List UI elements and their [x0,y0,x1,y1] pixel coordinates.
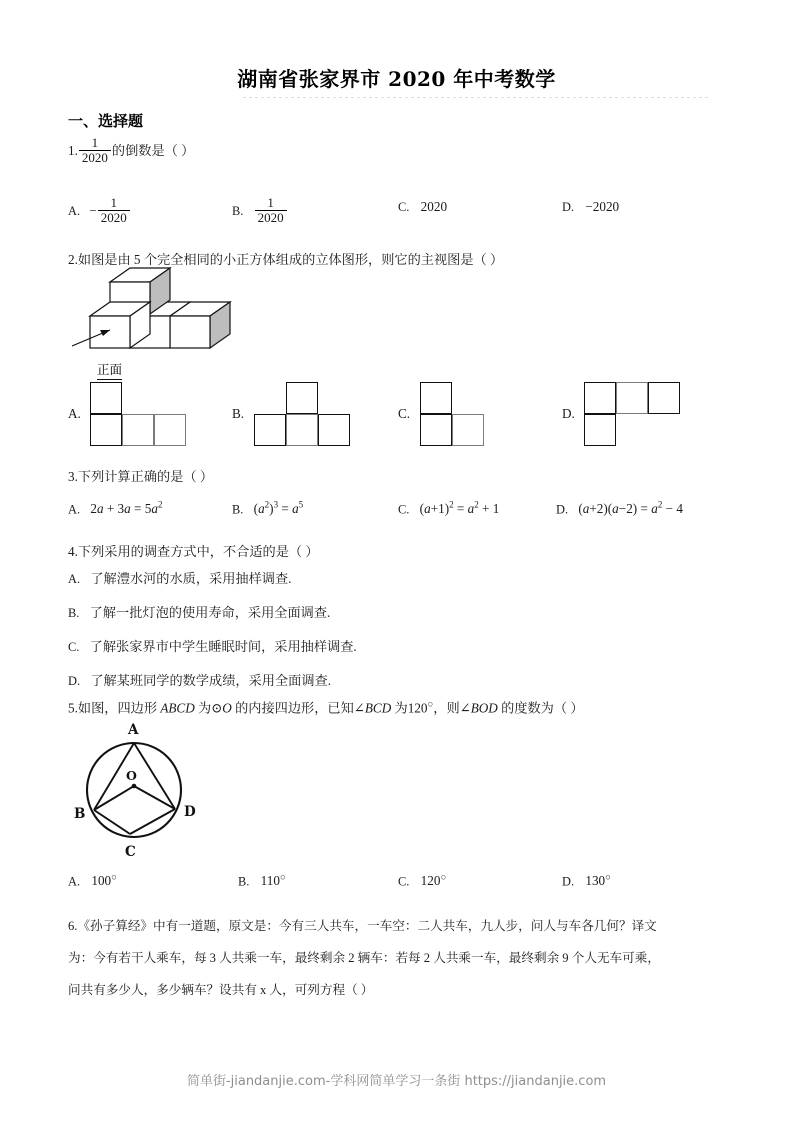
page-title: 湖南省张家界市 2020 年中考数学 [237,67,556,91]
q2-option-a-label[interactable]: A. [68,406,81,421]
q2-option-c-label[interactable]: C. [398,406,411,421]
q1-option-d[interactable]: D. −2020 [562,199,620,214]
q5-option-c[interactable]: C. 120○ [398,873,447,889]
q1-number: 1. [68,143,78,158]
front-face-label: 正面 [97,360,122,380]
q3-option-c[interactable]: C. $(a+1)^2 = a^2 + 1$ [398,500,500,517]
q4-option-c[interactable]: C. 了解张家界市中学生睡眠时间，采用抽样调查. [68,639,357,654]
q1-stem-text: 的倒数是（ ） [111,143,195,158]
svg-text:B: B [74,806,86,822]
header-divider [243,97,711,98]
cube-solid-figure [72,266,237,366]
question-1-stem [68,136,194,166]
q4-option-d[interactable]: D. 了解某班同学的数学成绩，采用全面调查. [68,673,332,688]
q1-fraction: $\frac{1}{2020}$ [79,136,111,164]
q3-option-d[interactable]: D. $(a+2)(a-2) = a^2 - 4$ [556,500,683,517]
section-heading: 一、选择题 [68,112,144,130]
q2-option-d-label[interactable]: D. [562,406,575,421]
question-6-line-3: 问共有多少人，多少辆车？设共有 x 人，可列方程（ ） [68,983,374,997]
center-point [132,784,137,789]
q2-option-c-shape[interactable] [420,382,498,446]
question-2-stem: 2.如图是由 5 个完全相同的小正方体组成的立体图形，则它的主视图是（ ） [68,252,504,267]
footer-watermark: 简单街-jiandanjie.com-学科网简单学习一条街 https://jiandanjie.com [186,1074,607,1089]
q2-option-a-shape[interactable] [90,382,200,446]
svg-text:A: A [128,722,139,738]
q4-option-a[interactable]: A. 了解澧水河的水质，采用抽样调查. [68,571,292,586]
question-6-line-1: 6.《孙子算经》中有一道题，原文是：今有三人共车，一车空：二人共车，九人步，问人与车各几何？译文 [68,919,657,933]
q1-option-a[interactable]: A. − $\frac{1}{2020}$ [68,196,131,224]
q2-option-d-shape[interactable] [584,382,694,446]
svg-text:D: D [184,804,196,820]
inscribed-quadrilateral-figure [72,712,222,860]
q5-option-a[interactable]: A. 100○ [68,873,117,889]
question-3-stem: 3.下列计算正确的是（ ） [68,469,214,484]
question-5-stem: 5.如图，四边形 ABCD 为⊙O 的内接四边形，已知∠BCD 为120○，则∠BOD 的度数为（ ） [68,700,584,716]
svg-text:O: O [126,768,137,783]
q4-option-b[interactable]: B. 了解一批灯泡的使用寿命，采用全面调查. [68,605,331,620]
question-4-stem: 4.下列采用的调查方式中，不合适的是（ ） [68,544,319,559]
q3-option-a[interactable]: A. $2a + 3a = 5a^2$ [68,500,163,517]
q2-option-b-label[interactable]: B. [232,406,245,421]
q5-option-b[interactable]: B. 110○ [238,873,286,889]
question-6-line-2: 为：今有若干人乘车，每 3 人共乘一车，最终剩余 2 辆车：若每 2 人共乘一车，最终剩余 9 个人无车可乘， [68,951,660,965]
q3-option-b[interactable]: B. $(a^2)^3 = a^5$ [232,500,304,517]
circle-o [87,743,181,837]
q1-option-b[interactable]: B. $\frac{1}{2020}$ [232,196,288,224]
q5-option-d[interactable]: D. 130○ [562,873,611,889]
q2-option-b-shape[interactable] [254,382,364,446]
svg-text:C: C [125,844,136,860]
q1-option-c[interactable]: C. 2020 [398,199,448,214]
